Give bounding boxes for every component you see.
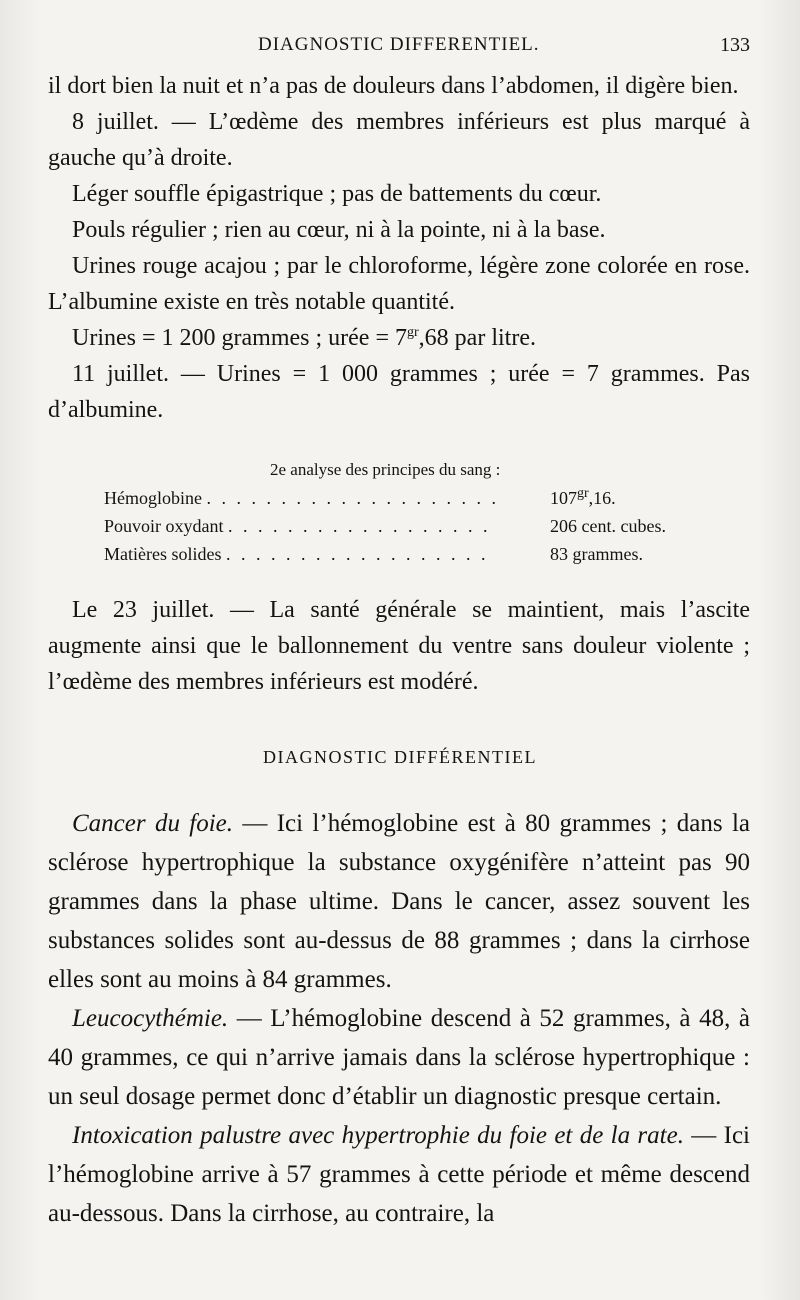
table-row [104,540,704,568]
paragraph-july-23: Le 23 juillet. — La santé générale se maintient, mais l’ascite augmente ainsi que le ballonnement du ventre sans douleur violente ; l’œdème des membres inférieurs est modéré. [48,597,750,695]
paragraph-july-11: 11 juillet. — Urines = 1 000 grammes ; urée = 7 grammes. Pas d’albumine. [48,361,750,423]
urines-text-end: ,68 par litre. [418,325,536,351]
table-row [104,484,704,512]
differential-diagnosis-block [48,804,750,1233]
paragraph: Urines rouge acajou ; par le chloroforme, légère zone colorée en rose. L’albumine existe en très notable quantité. [48,253,750,315]
running-head [48,34,750,60]
paragraph-july-8: 8 juillet. — L’œdème des membres inférieurs est plus marqué à gauche qu’à droite. [48,109,750,171]
italic-lead: Leucocythémie. [72,1005,229,1032]
leader-dots: . . . . . . . . . . . . . . . . . . [225,544,489,564]
row-value: 206 cent. cubes. [550,516,666,536]
leader-dots: . . . . . . . . . . . . . . . . . . . . [206,488,499,508]
row-label: Hémoglobine [104,488,202,508]
row-value-rest: ,16. [588,488,616,508]
running-head-title: DIAGNOSTIC DIFFERENTIEL. [258,34,540,55]
paragraph-cancer [48,804,750,999]
page-number: 133 [720,34,750,56]
paragraph: Léger souffle épigastrique ; pas de battements du cœur. [72,181,602,207]
analysis-title: 2e analyse des principes du sang : [270,460,501,479]
row-value: 107 [550,488,577,508]
row-value: 83 grammes. [550,544,643,564]
unit-superscript: gr [577,486,589,501]
paragraph: Pouls régulier ; rien au cœur, ni à la pointe, ni à la base. [72,217,606,243]
paragraph: il dort bien la nuit et n’a pas de douleurs dans l’abdomen, il digère bien. [48,73,739,99]
paragraph-text: — Ici l’hémoglobine arrive à 57 grammes à cette période et même descend au-dessous. Dans la cirrhose, au contraire, la [48,1122,750,1227]
unit-superscript: gr [407,325,419,340]
italic-lead: Intoxication palustre avec hypertrophie du foie et de la rate. [72,1122,684,1149]
urines-text: Urines = 1 200 grammes ; urée = 7 [72,325,407,351]
table-row [104,512,704,540]
paragraph-intoxication [48,1116,750,1233]
leader-dots: . . . . . . . . . . . . . . . . . . [228,516,491,536]
italic-lead: Cancer du foie. [72,810,234,837]
paragraph-leucocythemia [48,999,750,1116]
row-label: Pouvoir oxydant [104,516,224,536]
section-heading: DIAGNOSTIC DIFFÉRENTIEL [263,747,537,767]
paragraph-urines [48,320,750,356]
blood-analysis-table [104,456,704,568]
paragraph-text: — Ici l’hémoglobine est à 80 grammes ; dans la sclérose hypertrophique la substance oxygénifère n’atteint pas 90 grammes dans la phase ultime. Dans le cancer, assez souvent les substances solides sont au-dessus de 88 grammes ; dans la cirrhose elles sont au moins à 84 grammes. [48,810,750,993]
paragraph-text: — L’hémoglobine descend à 52 grammes, à 48, à 40 grammes, ce qui n’arrive jamais dans la sclérose hypertrophique : un seul dosage permet donc d’établir un diagnostic presque certain. [48,1005,750,1110]
case-notes-block [48,68,750,428]
july-23-block [48,592,750,700]
row-label: Matières solides [104,544,222,564]
